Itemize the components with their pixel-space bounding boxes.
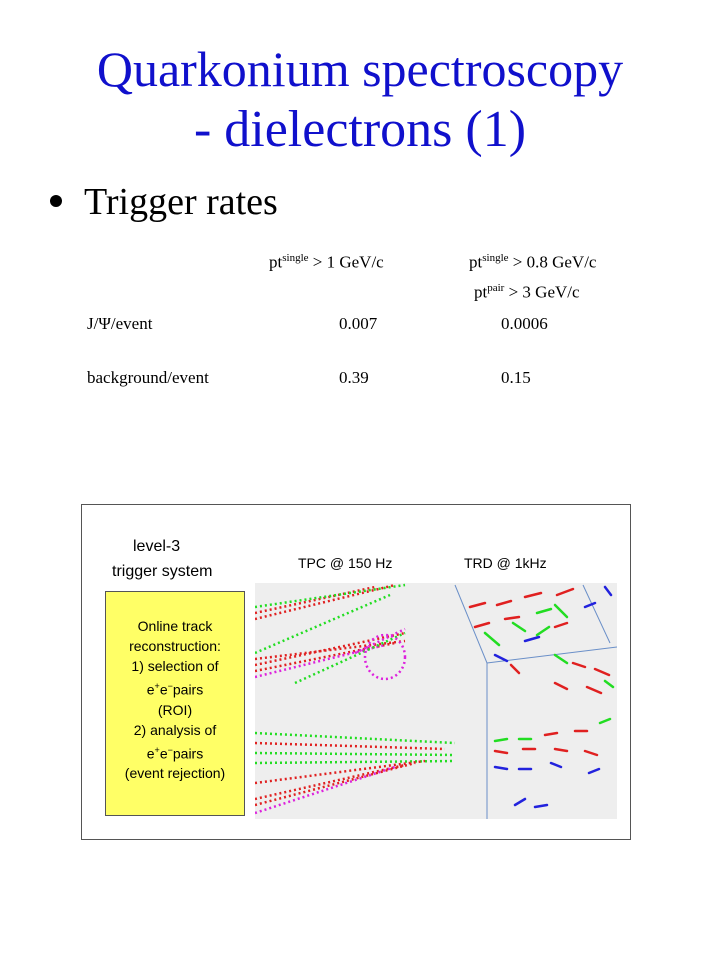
slide-title-line2: - dielectrons (1) <box>193 101 527 158</box>
trd-tracklet <box>537 609 551 613</box>
trd-tracklet <box>545 733 557 735</box>
row-value-background-col1: 0.39 <box>339 368 369 387</box>
trd-tracklet <box>589 769 599 773</box>
trd-frame <box>455 585 617 819</box>
level3-label: level-3 <box>133 538 181 555</box>
trd-tracklet <box>585 751 597 755</box>
trd-tracklet <box>551 763 561 767</box>
box-line: 2) analysis of <box>133 721 217 738</box>
box-line: reconstruction: <box>129 638 221 654</box>
bullet-text: Trigger rates <box>84 181 278 223</box>
track-layer <box>255 585 613 813</box>
row-label-jpsi: J/Ψ/event <box>87 314 153 333</box>
bullet-trigger-rates <box>50 180 278 224</box>
online-reconstruction-box <box>105 591 245 816</box>
tpc-track <box>255 765 405 799</box>
tpc-track <box>255 761 425 783</box>
trd-tracklet <box>511 665 519 673</box>
box-line: Online track <box>137 618 213 634</box>
trd-tracklet <box>470 603 485 607</box>
trd-tracklet <box>505 617 519 619</box>
row-value-background-col2: 0.15 <box>501 368 531 387</box>
header-col2: $pt^{single} > 0.8$ GeV/c <box>469 252 597 272</box>
tpc-track <box>255 763 415 805</box>
trd-tracklet <box>495 767 507 769</box>
trd-tracklet <box>497 601 511 605</box>
bullet-dot-icon <box>50 195 62 207</box>
trd-tracklet <box>475 623 489 627</box>
row-label-background: background/event <box>87 368 209 387</box>
trd-tracklet <box>555 623 567 627</box>
row-value-jpsi-col2: 0.0006 <box>501 314 548 333</box>
trd-tracklet <box>600 719 610 723</box>
trd-tracklet <box>587 687 601 693</box>
trd-tracklet <box>513 623 525 631</box>
trd-tracklet <box>557 589 573 595</box>
header-col2-line2: $pt^{pair} > 3$ GeV/c <box>474 282 580 302</box>
trd-tracklet <box>605 681 613 687</box>
trd-tracklet <box>485 633 499 645</box>
slide-title-line1: Quarkonium spectroscopy <box>96 41 624 97</box>
tpc-track <box>255 753 455 755</box>
trd-tracklet <box>555 683 567 689</box>
trd-tracklet <box>595 669 609 675</box>
trd-tracklet <box>555 655 567 663</box>
trd-tracklet <box>537 627 549 635</box>
header-col1: $pt^{single} > 1$ GeV/c <box>269 252 384 272</box>
box-line-pairs: e+e−pairs <box>146 744 204 762</box>
trd-tracklet <box>525 637 539 641</box>
box-line: 1) selection of <box>131 658 219 674</box>
tpc-track <box>255 743 445 749</box>
trd-tracklet <box>535 805 547 807</box>
tpc-track <box>295 633 405 683</box>
trd-tracklet <box>495 751 507 753</box>
trd-label: TRD @ 1kHz <box>464 555 547 571</box>
trd-tracklet <box>605 587 611 595</box>
trigger-system-label: trigger system <box>112 563 213 580</box>
box-line: (ROI) <box>157 701 193 718</box>
trd-tracklet <box>495 739 507 741</box>
trd-tracklet <box>555 749 567 751</box>
box-line-pairs: e+e−pairs <box>146 681 204 698</box>
trd-tracklet <box>495 655 507 661</box>
event-display-svg <box>255 583 617 819</box>
trd-tracklet <box>525 593 541 597</box>
tpc-track <box>255 733 455 743</box>
trd-tracklet <box>515 799 525 805</box>
trd-tracklet <box>555 605 567 617</box>
tpc-label: TPC @ 150 Hz <box>298 555 393 571</box>
box-line: (event rejection) <box>124 765 226 782</box>
row-value-jpsi-col1: 0.007 <box>339 314 378 333</box>
trd-tracklet <box>573 663 585 667</box>
event-display-panel <box>255 583 617 819</box>
